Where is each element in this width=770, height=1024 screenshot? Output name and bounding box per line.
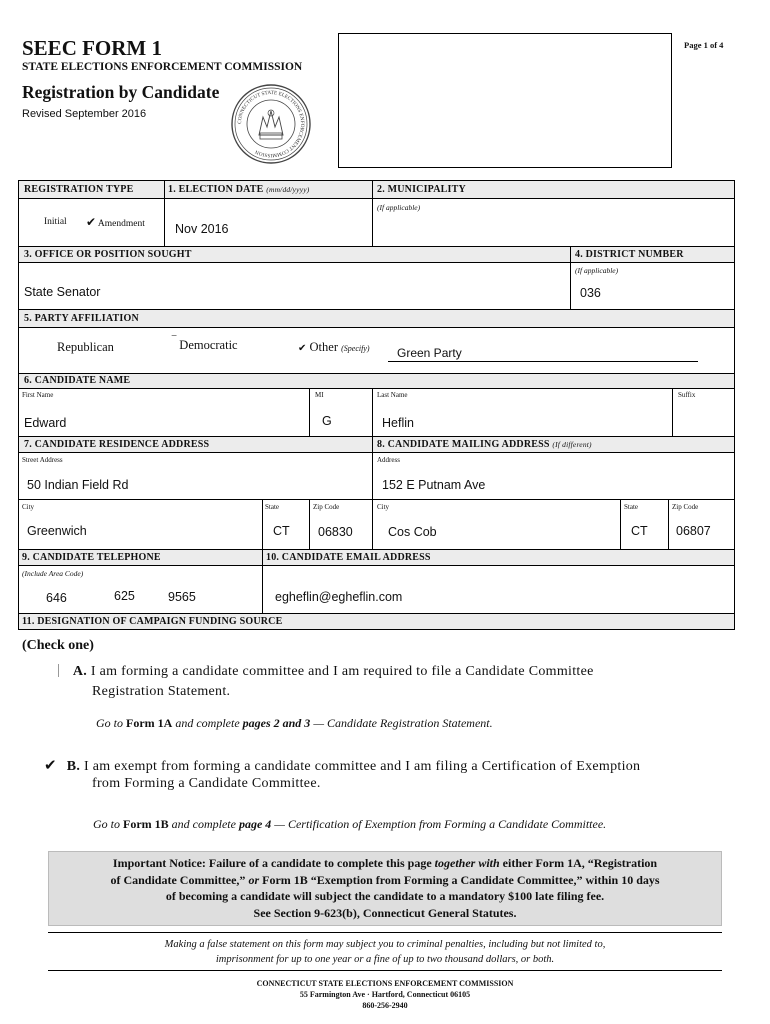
res-city-field[interactable]: Greenwich bbox=[27, 524, 87, 538]
mailing-address-label: 8. CANDIDATE MAILING ADDRESS (If different) bbox=[377, 439, 592, 450]
funding-label: 11. DESIGNATION OF CAMPAIGN FUNDING SOURCE bbox=[22, 616, 283, 627]
footer bbox=[0, 978, 770, 1011]
phone-area-field[interactable]: 646 bbox=[46, 591, 67, 605]
checkbox-a[interactable] bbox=[58, 664, 59, 677]
res-state-field[interactable]: CT bbox=[273, 524, 290, 538]
election-date-field[interactable]: Nov 2016 bbox=[175, 222, 229, 236]
penalty-warning: Making a false statement on this form may subject you to criminal penalties, including but not limited to, imprisonment for up to one year or a fine of up to two thousand dollars, or both. bbox=[164, 939, 606, 965]
residence-address-label: 7. CANDIDATE RESIDENCE ADDRESS bbox=[24, 439, 210, 450]
revised-date: Revised September 2016 bbox=[22, 108, 147, 120]
suffix-label: Suffix bbox=[678, 391, 696, 399]
check-icon: ✔ bbox=[86, 215, 97, 229]
reg-type-initial[interactable]: Initial bbox=[44, 217, 67, 227]
mail-zip-label: Zip Code bbox=[672, 503, 699, 511]
email-label: 10. CANDIDATE EMAIL ADDRESS bbox=[266, 552, 431, 563]
mail-city-label: City bbox=[377, 503, 390, 511]
district-field[interactable]: 036 bbox=[580, 286, 601, 300]
phone-line-field[interactable]: 9565 bbox=[168, 590, 196, 604]
notice-line-4: See Section 9-623(b), Connecticut General Statutes. bbox=[253, 905, 517, 920]
res-zip-label: Zip Code bbox=[313, 503, 340, 511]
first-name-field[interactable]: Edward bbox=[24, 416, 67, 430]
residence-street-field[interactable]: 50 Indian Field Rd bbox=[27, 478, 129, 492]
svg-text:CONNECTICUT STATE ELECTIONS EN: CONNECTICUT STATE ELECTIONS ENFORCEMENT COMMISSION bbox=[236, 89, 306, 159]
mail-zip-field[interactable]: 06807 bbox=[676, 524, 711, 538]
notice-line-1: Important Notice: Failure of a candidate to complete this page together with either Form 1A, “Registration bbox=[112, 856, 658, 870]
last-name-label: Last Name bbox=[377, 391, 408, 399]
check-icon: ✔ bbox=[44, 758, 57, 774]
party-republican[interactable]: Republican bbox=[57, 340, 114, 354]
mi-field[interactable]: G bbox=[322, 414, 332, 428]
reg-type-label: REGISTRATION TYPE bbox=[24, 184, 134, 195]
important-notice bbox=[48, 851, 722, 926]
form-title: SEEC FORM 1 bbox=[22, 36, 163, 60]
party-democratic[interactable]: ‾ Democratic bbox=[172, 334, 238, 352]
option-a-instruction: Go to Form 1A and complete pages 2 and 3 — Candidate Registration Statement. bbox=[96, 716, 493, 730]
footer-phone: 860-256-2940 bbox=[362, 1001, 408, 1010]
page-number: Page 1 of 4 bbox=[684, 40, 724, 50]
mail-address-sublabel: Address bbox=[377, 456, 400, 464]
first-name-label: First Name bbox=[22, 391, 54, 399]
res-zip-field[interactable]: 06830 bbox=[318, 525, 353, 539]
municipality-label: 2. MUNICIPALITY bbox=[377, 184, 466, 195]
notice-line-2: of Candidate Committee,” or Form 1B “Exemption from Forming a Candidate Committee,” within 10 days bbox=[110, 872, 660, 887]
office-field[interactable]: State Senator bbox=[24, 285, 101, 299]
mail-city-field[interactable]: Cos Cob bbox=[388, 525, 437, 539]
candidate-name-label: 6. CANDIDATE NAME bbox=[24, 375, 131, 386]
res-state-label: State bbox=[265, 503, 279, 511]
district-label: 4. DISTRICT NUMBER bbox=[575, 249, 684, 260]
page-subtitle: Registration by Candidate bbox=[22, 82, 220, 102]
mail-state-field[interactable]: CT bbox=[631, 524, 648, 538]
filing-stamp-box bbox=[338, 33, 672, 168]
office-label: 3. OFFICE OR POSITION SOUGHT bbox=[24, 249, 192, 260]
suffix-field[interactable] bbox=[678, 400, 730, 432]
res-city-label: City bbox=[22, 503, 35, 511]
option-a[interactable]: A. I am forming a candidate committee and I am required to file a Candidate Committee bbox=[58, 664, 718, 680]
dash-icon: ‾ bbox=[172, 334, 177, 348]
phone-prefix-field[interactable]: 625 bbox=[114, 589, 135, 603]
phone-hint: (Include Area Code) bbox=[22, 569, 84, 578]
party-label: 5. PARTY AFFILIATION bbox=[24, 313, 139, 324]
party-other[interactable]: ✔ Other (Specify) bbox=[298, 340, 370, 354]
option-b-instruction: Go to Form 1B and complete page 4 — Certification of Exemption from Forming a Candidate Committee. bbox=[93, 817, 607, 831]
district-hint: (If applicable) bbox=[575, 266, 619, 275]
last-name-field[interactable]: Heflin bbox=[382, 416, 414, 430]
party-other-field[interactable]: Green Party bbox=[397, 346, 462, 360]
municipality-hint: (If applicable) bbox=[377, 203, 421, 212]
mi-label: MI bbox=[315, 391, 324, 399]
option-b-line2: from Forming a Candidate Committee. bbox=[92, 776, 321, 791]
option-a-line2: Registration Statement. bbox=[92, 684, 231, 699]
municipality-field[interactable] bbox=[377, 212, 732, 244]
footer-address: 55 Farmington Ave · Hartford, Connecticut 06105 bbox=[299, 990, 471, 999]
option-b[interactable]: ✔ B. I am exempt from forming a candidate committee and I am filing a Certification of Exemption bbox=[44, 758, 641, 774]
agency-name: STATE ELECTIONS ENFORCEMENT COMMISSION bbox=[22, 61, 303, 73]
mailing-street-field[interactable]: 152 E Putnam Ave bbox=[382, 478, 486, 492]
reg-type-amendment[interactable]: ✔ Amendment bbox=[86, 215, 145, 229]
notice-line-3: of becoming a candidate will subject the candidate to a mandatory $100 late filing fee. bbox=[165, 889, 605, 903]
election-date-label: 1. ELECTION DATE (mm/dd/yyyy) bbox=[168, 184, 310, 195]
footer-agency: CONNECTICUT STATE ELECTIONS ENFORCEMENT COMMISSION bbox=[256, 979, 514, 988]
street-address-label: Street Address bbox=[22, 456, 63, 464]
email-field[interactable]: egheflin@egheflin.com bbox=[275, 590, 403, 604]
check-icon: ✔ bbox=[298, 343, 307, 354]
commission-seal bbox=[229, 83, 313, 165]
phone-label: 9. CANDIDATE TELEPHONE bbox=[22, 552, 161, 563]
check-one-label: (Check one) bbox=[22, 638, 94, 653]
mail-state-label: State bbox=[624, 503, 638, 511]
